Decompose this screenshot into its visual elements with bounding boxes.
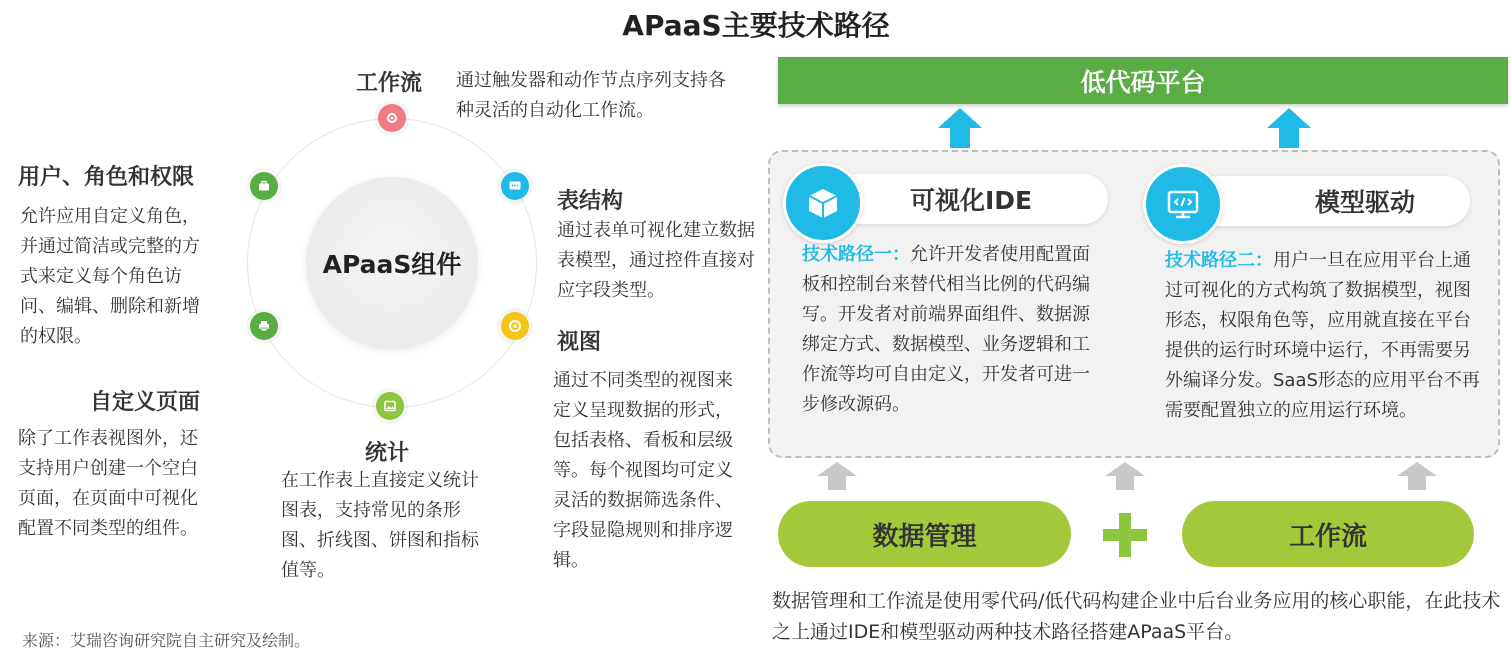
route-one-label: 技术路径一： xyxy=(802,244,910,265)
ide-text: 允许开发者使用配置面板和控制台来替代相当比例的代码编写。开发者对前端界面组件、数据源绑定方式、数据模型、业务逻辑和工作流等均可自由定义，开发者可进一步修改源码。 xyxy=(802,244,1090,415)
page-text: 除了工作表视图外，还支持用户创建一个空白页面，在页面中可视化配置不同类型的组件。 xyxy=(18,428,198,539)
model-pill xyxy=(1180,176,1470,226)
briefcase-icon xyxy=(250,172,278,200)
source-note: 来源：艾瑞咨询研究院自主研究及绘制。 xyxy=(22,631,311,650)
center-label: APaaS组件 xyxy=(306,177,478,349)
eye-icon xyxy=(501,312,529,340)
up-arrow-icon xyxy=(815,462,859,490)
route-two-label: 技术路径二： xyxy=(1165,250,1273,271)
printer-icon xyxy=(250,312,278,340)
box-icon xyxy=(783,163,863,243)
model-text: 用户一旦在应用平台上通过可视化的方式构筑了数据模型，视图形态，权限角色等，应用就直接在平台提供的运行时环境中运行，不再需要另外编译分发。SaaS形态的应用平台不再需要配置独立的应用运行环境。 xyxy=(1165,250,1480,421)
view-heading: 视图 xyxy=(557,330,602,355)
roles-text: 允许应用自定义角色，并通过简洁或完整的方式来定义每个角色访问、编辑、删除和新增的权限。 xyxy=(20,206,200,347)
workflow-heading: 工作流 xyxy=(356,71,423,96)
page-title: APaaS主要技术路径 xyxy=(622,9,890,42)
up-arrow-icon xyxy=(1395,462,1439,490)
roles-heading: 用户、角色和权限 xyxy=(18,165,195,190)
workflow-text: 通过触发器和动作节点序列支持各种灵活的自动化工作流。 xyxy=(456,70,726,121)
low-code-platform-bar: 低代码平台 xyxy=(778,57,1508,104)
up-arrow-icon xyxy=(1103,462,1147,490)
table-heading: 表结构 xyxy=(557,189,624,214)
ide-title: 可视化IDE xyxy=(910,186,1033,215)
up-arrow-icon xyxy=(1265,108,1313,148)
model-description xyxy=(1165,246,1480,426)
bottom-note: 数据管理和工作流是使用零代码/低代码构建企业中后台业务应用的核心职能，在此技术之上通过IDE和模型驱动两种技术路径搭建APaaS平台。 xyxy=(772,590,1501,643)
table-text: 通过表单可视化建立数据表模型，通过控件直接对应字段类型。 xyxy=(557,220,755,301)
workflow-pill: 工作流 xyxy=(1182,501,1474,567)
image-icon xyxy=(376,392,404,420)
chat-icon xyxy=(501,172,529,200)
ide-description xyxy=(802,240,1092,420)
data-management-pill: 数据管理 xyxy=(778,501,1071,567)
model-title: 模型驱动 xyxy=(1314,188,1415,217)
view-text: 通过不同类型的视图来定义呈现数据的形式，包括表格、看板和层级等。每个视图均可定义灵活的数据筛选条件、字段显隐规则和排序逻辑。 xyxy=(553,370,733,571)
stats-heading: 统计 xyxy=(365,441,410,466)
monitor-code-icon xyxy=(1143,164,1223,244)
ide-pill xyxy=(820,174,1108,224)
page-heading: 自定义页面 xyxy=(90,390,201,415)
up-arrow-icon xyxy=(936,108,984,148)
gear-icon xyxy=(378,104,406,132)
stats-text: 在工作表上直接定义统计图表，支持常见的条形图、折线图、饼图和指标值等。 xyxy=(281,470,479,581)
plus-icon xyxy=(1103,513,1147,557)
